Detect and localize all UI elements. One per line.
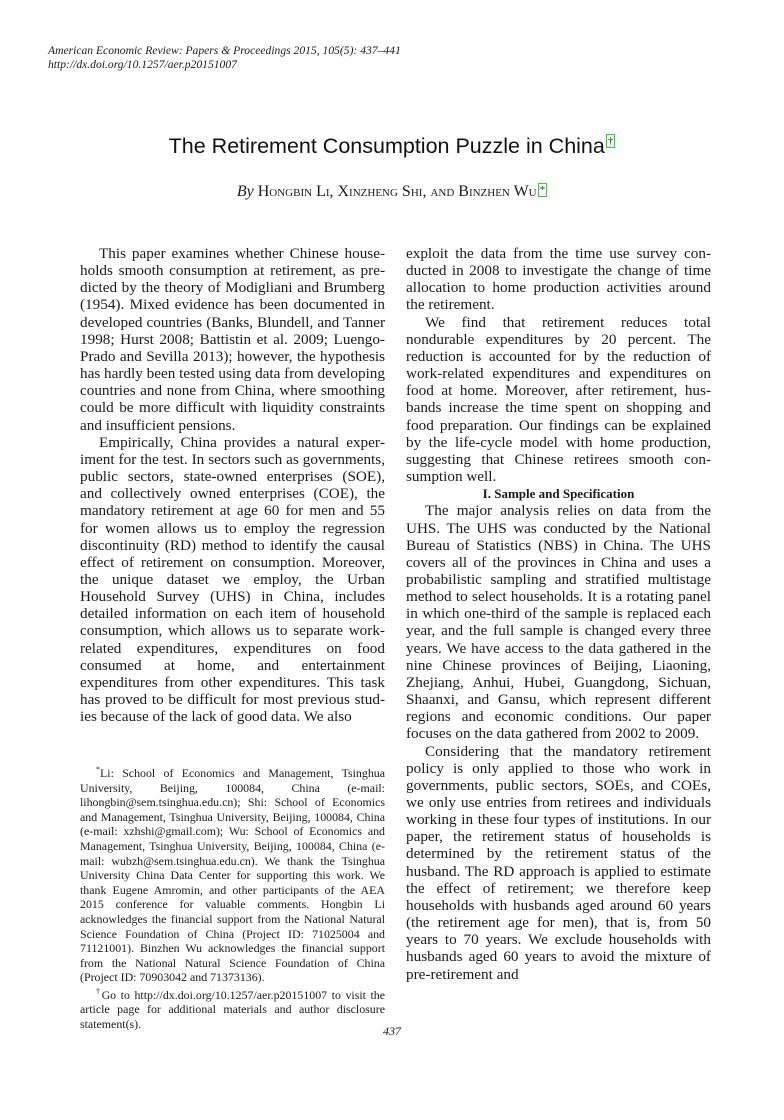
page-number: 437 xyxy=(383,1024,401,1038)
journal-citation: American Economic Review: Papers & Proceedings 2015, 105(5): 437–441 xyxy=(48,44,401,57)
title-footnote-link[interactable]: † xyxy=(607,135,614,147)
paragraph: Empirically, China provides a natural experiment for the test. In sectors such as governments, public sectors, state-owned enterprises (SOE), and collectively owned enterprises (COE), the mandatory retirement at age 60 for men and 55 for women allows us to employ the regression discontinuity (RD) method to identify the causal effect of retirement on consumption. Moreover, the unique dataset we employ, the Urban Household Survey (UHS) in China, includes detailed information on each item of household consumption, which allows us to separate work-related expenditures, expenditures on food consumed at home, and entertainment expenditures from other expenditures. This task has proved to be difficult for most previous studies because of the lack of good data. We also xyxy=(80,433,385,726)
paragraph: We find that retirement reduces total nondurable expenditures by 20 percent. The reduction is accounted for by the reduction of work-related expenditures and expenditures on food at home. Moreover, after retirement, husbands increase the time spent on shopping and food preparation. Our findings can be explained by the life-cycle model with home production, suggesting that Chinese retirees smooth consumption well. xyxy=(406,313,711,486)
title-footnote-text: Go to http://dx.doi.org/10.1257/aer.p20151007 to visit the article page for additional materials and author disclosure statement(s). xyxy=(80,987,385,1032)
right-column xyxy=(406,245,711,983)
byline xyxy=(0,183,784,201)
title-text: The Retirement Consumption Puzzle in China xyxy=(168,134,605,158)
title-footnote-marker: † xyxy=(96,986,102,996)
byline-prefix: By xyxy=(236,183,254,200)
author-footnote xyxy=(80,763,385,985)
section-heading: I. Sample and Specification xyxy=(482,486,635,502)
footnotes xyxy=(80,763,385,1032)
doi-link[interactable]: http://dx.doi.org/10.1257/aer.p20151007 xyxy=(48,58,237,71)
author-footnote-text: Li: School of Economics and Management, Tsinghua University, Beijing, 100084, China (e-mail: lihongbin@sem.tsinghua.edu.cn); Shi: School of Economics and Management, Tsinghua University, Beijing, 100084, China (e-mail: xzhshi@gmail.com); Wu: School of Economics and Management, Tsinghua University, Beijing, 100084, China (e-mail: wubzh@sem.tsinghua.edu.cn). We thank the Tsinghua University China Data Center for supporting this work. We thank Eugene Amromin, and other participants of the AEA 2015 conference for valuable comments. Hongbin Li acknowledges the financial support from the National Natural Science Foundation of China (Project ID: 71025004 and 71121001). Binzhen Wu acknowledges the financial support from the National Natural Science Foundation of China (Project ID: 70903042 and 71373136). xyxy=(80,765,385,985)
left-column xyxy=(80,245,385,725)
author-footnote-link[interactable]: * xyxy=(539,184,546,196)
authors: Hongbin Li, Xinzheng Shi, and Binzhen Wu xyxy=(257,183,537,200)
author-footnote-marker: * xyxy=(96,765,100,774)
paragraph: This paper examines whether Chinese households smooth consumption at retirement, as predicted by the theory of Modigliani and Brumberg (1954). Mixed evidence has been documented in developed countries (Banks, Blundell, and Tanner 1998; Hurst 2008; Battistin et al. 2009; Luengo-Prado and Sevilla 2013); however, the hypothesis has hardly been tested using data from developing countries and none from China, where smoothing could be more difficult with liquidity constraints and insufficient pensions. xyxy=(80,245,385,434)
paragraph: The major analysis relies on data from the UHS. The UHS was conducted by the National Bureau of Statistics (NBS) in China. The UHS covers all of the provinces in China and uses a probabilistic sampling and stratified multistage method to select households. It is a rotating panel in which one-third of the sample is replaced each year, and the full sample is changed every three years. We have access to the data gathered in the nine Chinese provinces of Beijing, Liaoning, Zhejiang, Anhui, Hubei, Guangdong, Sichuan, Shaanxi, and Gansu, which represent different regions and economic conditions. Our paper focuses on the data gathered from 2002 to 2009. xyxy=(406,502,711,743)
journal-header xyxy=(48,44,401,72)
paper-title xyxy=(0,134,784,159)
paragraph: Considering that the mandatory retirement policy is only applied to those who work in governments, public sectors, SOEs, and COEs, we only use entries from retirees and individuals working in these four types of institutions. In our paper, the retirement status of households is determined by the retirement status of the husband. The RD approach is applied to estimate the effect of retirement; we therefore keep households with husbands aged around 60 years (the retirement age for men), that is, from 50 years to 70 years. We exclude households with husbands aged 60 years to avoid the mixture of pre-retirement and xyxy=(406,742,711,983)
paragraph-continuation: exploit the data from the time use survey conducted in 2008 to investigate the change of time allocation to home production activities around the retirement. xyxy=(406,245,711,314)
